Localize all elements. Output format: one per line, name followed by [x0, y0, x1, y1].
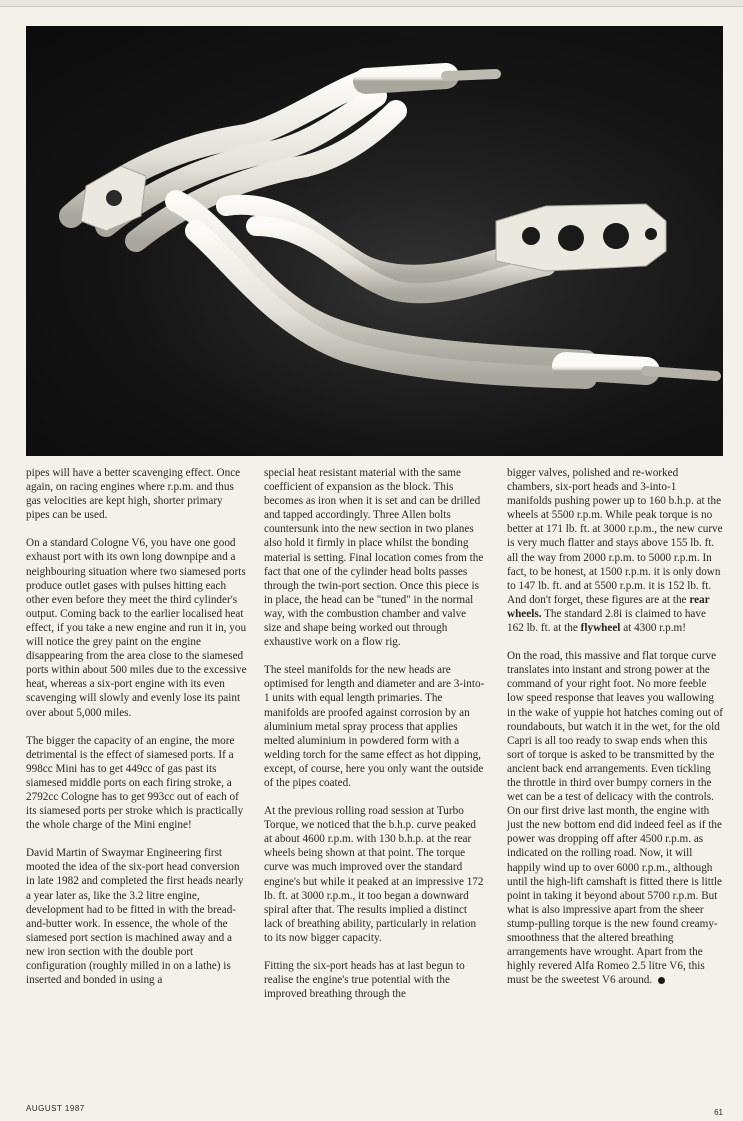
text-run: On the road, this massive and flat torque curve translates into instant and strong power at the command of your right foot. No more feeble low speed response that leaves you wallowing in the wake of yuppie hot hatches coming out of roundabouts, but watch it in the wet, for the old Capri is all too ready to swap ends when this sort of torque is asked to be transmitted by the ancient back end arrangements. Even tickling the throttle in third over bumpy corners in the wet can be a test of delicacy with the controls. On our first drive last month, the engine with just the new bottom end did indeed feel as if the power was dropping off after 4500 r.p.m. as indicated on the rolling road. Now, it will happily wind up to over 6000 r.p.m., although until the high-lift camshaft is fitted there is little point in taking it beyond about 5700 r.p.m. But what is also impressive apart from the sheer stump-pulling torque is the new found creamy-smoothness that the altered breathing arrangements have wrought. Apart from the highly revered Alfa Romeo 2.5 litre V6, this must be the sweetest V6 around.: [507, 650, 723, 987]
text-run: at 4300 r.p.m!: [620, 622, 686, 635]
paragraph: special heat resistant material with the same coefficient of expansion as the block. This becomes as iron when it is set and can be drilled and tapped accordingly. Three Allen bolts countersunk into the new section in two planes also hold it firmly in place whilst the bonding material is setting. Final location comes from the fact that one of the cylinder head bolts passes through the twin-port section. Once this piece is in place, the head can be "tuned" in the normal way, with the combustion chamber and valve size and shape being worked out through exhaustive work on a flow rig.: [264, 467, 484, 649]
text-run: The standard 2.8i is claimed to have 162 lb. ft. at the: [507, 607, 706, 635]
emphasis-flywheel: flywheel: [580, 622, 621, 635]
text-run: bigger valves, polished and re-worked chambers, six-port heads and 3-into-1 manifolds pushing power up to 160 b.h.p. at the wheels at 5500 r.p.m. While peak torque is no better at 171 lb. ft. at 3000 r.p.m., the new curve is very much flatter and stays above 155 lb. ft. all the way from 2000 r.p.m. to 5000 r.p.m. In fact, to be honest, at 1500 r.p.m. it is only down to 147 lb. ft. and at 5500 r.p.m. it is 152 lb. ft. And don't forget, these figures are at the: [507, 467, 723, 606]
manifold-photo: [26, 26, 723, 456]
paragraph: pipes will have a better scavenging effect. Once again, on racing engines where r.p.m. and thus gas velocities are kept high, shorter primary pipes can be used.: [26, 467, 241, 522]
top-rule: [0, 0, 743, 7]
issue-date: AUGUST 1987: [26, 1104, 85, 1113]
column-1: [26, 466, 248, 1001]
emphasis-rear-wheels: rear wheels.: [507, 593, 710, 620]
end-of-article-icon: [658, 977, 665, 984]
paragraph: [507, 466, 723, 635]
manifold-illustration: [26, 26, 723, 456]
paragraph: The steel manifolds for the new heads are optimised for length and diameter and are 3-into-1 units with equal length primaries. The manifolds are proofed against corrosion by an aluminium metal spray process that applies melted aluminium in powdered form with a welding torch for the same effect as hot dipping, except, of course, here you only want the outside of the pipes coated.: [264, 664, 485, 789]
paragraph: The bigger the capacity of an engine, the more detrimental is the effect of siamesed ports. If a 998cc Mini has to get 449cc of gas past its siamesed middle ports on each firing stroke, a 2792cc Cologne has to get 993cc out of each of its siamesed ports per stroke which is practically the whole charge of the Mini engine!: [26, 734, 244, 832]
column-3: [507, 466, 723, 1001]
column-2: [264, 466, 486, 1015]
paragraph: At the previous rolling road session at Turbo Torque, we noticed that the b.h.p. curve peaked at about 4600 r.p.m. with 130 b.h.p. at the rear wheels being shown at that point. The torque curve was much improved over the standard engine's but while it peaked at an impressive 172 lb. ft. at 3000 r.p.m., it too began a downward spiral after that. The results implied a distinct lack of breathing ability, particularly in relation to its now bigger capacity.: [264, 805, 484, 944]
paragraph: [507, 649, 723, 987]
paragraph: Fitting the six-port heads has at last begun to realise the engine's true potential with the improved breathing through the: [264, 960, 465, 1001]
paragraph: On a standard Cologne V6, you have one good exhaust port with its own long downpipe and a neighbouring situation where two siamesed ports produce outlet gases with pulses hitting each other even before they meet the third cylinder's output. Coming back to the earlier localised heat effect, if you take a new engine and run it in, you will notice the grey paint on the engine disappearing from the area close to the siamesed ports within about 500 miles due to the excessive heat, whereas a six-port engine with its even scavenging will slowly and evenly lose its paint over about 5,000 miles.: [26, 537, 247, 719]
exhaust-flange: [496, 204, 666, 271]
page-number: 61: [714, 1108, 723, 1117]
paragraph: David Martin of Swaymar Engineering first mooted the idea of the six-port head conversion in late 1982 and completed the first heads nearly a year later as, like the 3.2 litre engine, development had to be fitted in with the bread-and-butter work. In essence, the whole of the siamesed port section is machined away and a new iron section with the double port configuration (roughly milled in on a lathe) is inserted and bonded in using a: [26, 847, 244, 987]
